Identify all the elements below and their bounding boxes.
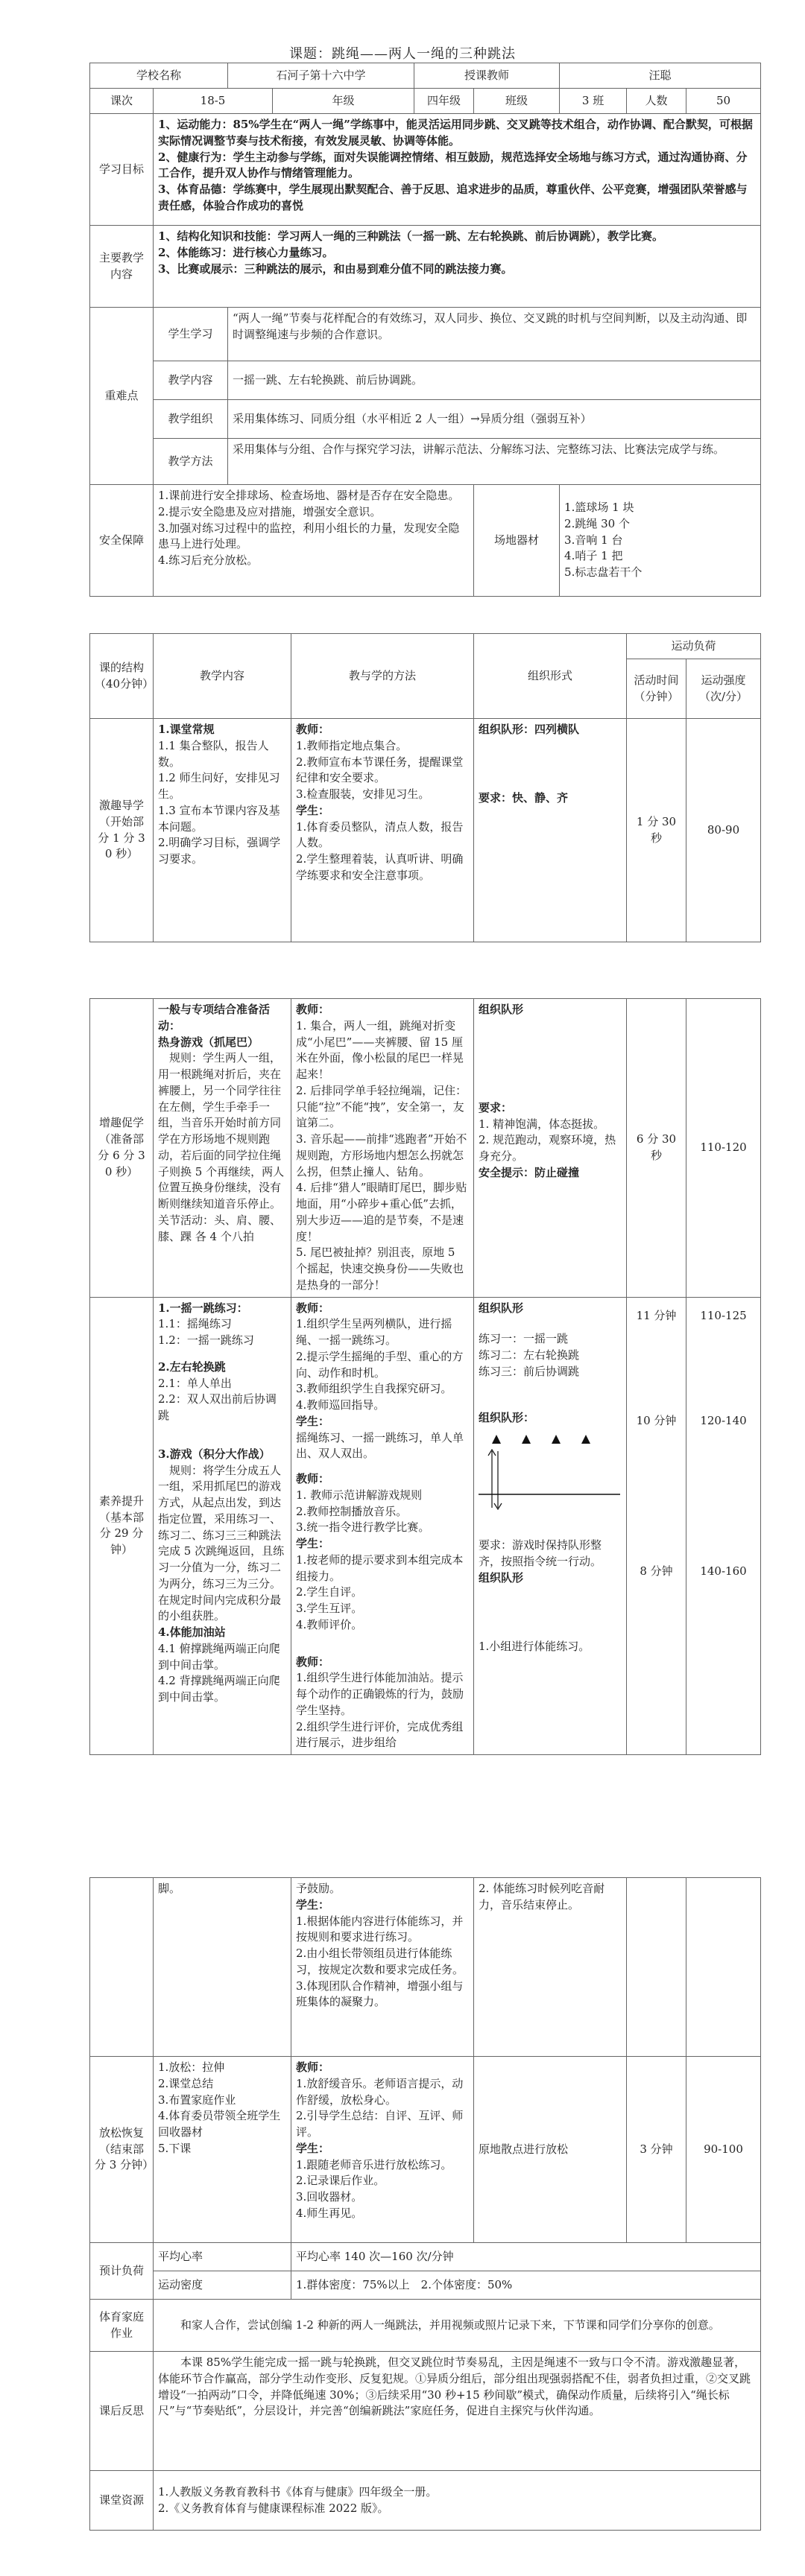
venue-item: 1.篮球场 1 块 xyxy=(564,501,634,515)
line: 4. 后排“猎人”眼睛盯尾巴，脚步贴地面，用“小碎步+重心低”去抓，别大步迈——追的是节奏，不是速度！ xyxy=(296,1181,467,1243)
header-time: 活动时间（分钟） xyxy=(627,659,686,719)
line: 教师： xyxy=(296,2061,330,2074)
line: 规则：将学生分成五人一组，采用抓尾巴的游戏方式，从起点出发，到达指定位置，采用练习一、练习二、练习三三种跳法完成 5 次跳绳返回，且练习一分值为一分，练习二为两分，练习三为三分。在规定时间内完成积分最的小组获胜。 xyxy=(158,1463,285,1623)
content-item: 1、结构化知识和技能：学习两人一绳的三种跳法（一摇一跳、左右轮换跳、前后协调跳），教学比赛。 xyxy=(158,229,663,243)
keypoint-key: 学生学习 xyxy=(154,308,228,361)
line: 学生： xyxy=(296,1414,330,1428)
line: 3.体现团队合作精神，增强小组与班集体的凝聚力。 xyxy=(296,1979,464,2009)
header-load: 运动负荷 xyxy=(627,634,761,659)
part3b-content: 脚。 xyxy=(154,1878,291,2057)
keypoint-value: 采用集体练习、同质分组（水平相近 2 人一组）→异质分组（强弱互补） xyxy=(228,400,761,439)
part1-method xyxy=(291,719,474,942)
line: 2.1：单人单出 xyxy=(158,1376,232,1390)
line: 1.组织学生呈两列横队，进行摇绳、一摇一跳练习。 xyxy=(296,1317,452,1347)
goal-item: 3、体育品德：学练赛中，学生展现出默契配合、善于反思、追求进步的品质，尊重伙伴、公平竞赛，增强团队荣誉感与责任感，体验合作成功的喜悦 xyxy=(158,183,748,212)
line: 1.2 师生问好，安排见习生。 xyxy=(158,771,280,801)
part4-method xyxy=(291,2057,474,2243)
part3-method xyxy=(291,1297,474,1755)
reflection-text: 本课 85%学生能完成一摇一跳与轮换跳，但交叉跳位时节奏易乱，主因是绳速不一致与口令不清。游戏激趣显著，体能环节合作赢高，部分学生动作变形、反复犯规。①异质分组后，部分组出现强弱搭配不佳，弱者负担过重，②交叉跳增设“一拍两动”口令，并降低绳速 30%；③后续采用“30 秒+15 秒间歇”模式，确保动作质量，后续将引入“绳长标尺”与“节奏贴纸”，分层设计，并完善“创编新跳法”家庭任务，促进自主探究与伙伴沟通。 xyxy=(154,2352,761,2471)
part4-org: 原地散点进行放松 xyxy=(474,2057,627,2243)
line: 2.提示学生摇绳的手型、重心的方向、动作和时机。 xyxy=(296,1349,464,1380)
line: 1.放松：拉伸 xyxy=(158,2061,225,2074)
line: 3. 音乐起——前排“逃跑者”开始不规则跑，方形场地内想怎么拐就怎么拐，但禁止撞人、钻角。 xyxy=(296,1132,467,1178)
line: 1.2：一摇一跳练习 xyxy=(158,1333,254,1347)
line: 要求： xyxy=(479,1100,513,1114)
content-list xyxy=(154,226,761,308)
line: 2.学生整理着装，认真听讲、明确学练要求和安全注意事项。 xyxy=(296,852,464,882)
part3b-org: 2. 体能练习时候列吃音耐力，音乐结束停止。 xyxy=(474,1878,627,2057)
line: 1.根据体能内容进行体能练习，并按规则和要求进行练习。 xyxy=(296,1914,464,1944)
line: 组织队形 xyxy=(479,1570,524,1584)
lesson-table-part-3 xyxy=(89,1877,761,2531)
part4-intensity: 90-100 xyxy=(686,2057,761,2243)
hr-label: 平均心率 xyxy=(154,2243,291,2271)
lesson-table-part-1 xyxy=(89,63,761,597)
marker-cone-icon xyxy=(581,1435,590,1444)
line: 4.师生再见。 xyxy=(296,2206,363,2220)
line: 2. 后排同学单手轻拉绳端，记住：只能“拉”不能“拽”，安全第一，友谊第二。 xyxy=(296,1083,467,1130)
line: 2.课堂总结 xyxy=(158,2076,214,2090)
relay-diagram xyxy=(479,1426,622,1515)
keypoint-key: 教学组织 xyxy=(154,400,228,439)
part3-intensity xyxy=(686,1297,761,1755)
line: 2.教师控制播放音乐。 xyxy=(296,1504,408,1518)
formation-space xyxy=(479,1018,622,1100)
lesson-number: 18-5 xyxy=(154,89,273,114)
keypoints-label: 重难点 xyxy=(90,308,154,485)
line: 2.由小组长带领组员进行体能练习，按规定次数和要求完成任务。 xyxy=(296,1947,464,1976)
density-value: 1.群体密度：75%以上 2.个体密度：50% xyxy=(291,2271,761,2300)
marker-cone-icon xyxy=(492,1435,501,1444)
teacher-name: 汪聪 xyxy=(560,63,761,89)
homework-text: 和家人合作，尝试创编 1-2 种新的两人一绳跳法，并用视频或照片记录下来，下节课和同学们分享你的创意。 xyxy=(154,2300,761,2352)
venue-item: 5.标志盘若干个 xyxy=(564,565,643,580)
line: 3.统一指令进行教学比赛。 xyxy=(296,1520,430,1535)
safety-item: 2.提示安全隐患及应对措施，增强安全意识。 xyxy=(158,504,382,518)
line: 2.教师宣布本节课任务，提醒课堂纪律和安全要求。 xyxy=(296,755,464,785)
line: 1. 教师示范讲解游戏规则 xyxy=(296,1488,423,1502)
intensity-value: 120-140 xyxy=(700,1414,747,1428)
line: 3.检查服装，安排见习生。 xyxy=(296,787,430,801)
keypoint-key: 教学方法 xyxy=(154,439,228,485)
marker-cone-icon xyxy=(522,1435,531,1444)
resources-list xyxy=(154,2471,761,2531)
reflection-label: 课后反思 xyxy=(90,2352,154,2471)
keypoint-value: 一摇一跳、左右轮换跳、前后协调跳。 xyxy=(228,361,761,400)
part1-content xyxy=(154,719,291,942)
line: 1.放舒缓音乐。老师语言提示，动作舒缓，放松身心。 xyxy=(296,2076,464,2107)
line: 2. 规范跑动，观察环境，热身充分。 xyxy=(479,1133,616,1163)
line: 练习一：一摇一跳 xyxy=(479,1332,569,1346)
time-value: 8 分钟 xyxy=(640,1564,673,1578)
part2-label: 增趣促学（准备部分 6 分 30 秒） xyxy=(90,999,154,1298)
formation-space xyxy=(479,738,622,790)
content-item: 2、体能练习：进行核心力量练习。 xyxy=(158,245,334,259)
line: 关节活动：头、肩、腰、膝、踝 各 4 个八拍 xyxy=(158,1213,282,1243)
line: 4.2 背撑跳绳两端正向爬到中间击掌。 xyxy=(158,1674,280,1704)
line: 2.引导学生总结：自评、互评、师评。 xyxy=(296,2109,464,2139)
line: 教师： xyxy=(296,1301,330,1315)
part2-intensity: 110-120 xyxy=(686,999,761,1298)
line: 2.记录课后作业。 xyxy=(296,2174,385,2188)
line: 5. 尾巴被扯掉？别沮丧，原地 5 个摇起，快速交换身份——失败也是热身的一部分！ xyxy=(296,1246,464,1292)
line: 要求：游戏时保持队形整齐，按照指令统一行动。 xyxy=(479,1538,602,1568)
count-label: 人数 xyxy=(627,89,686,114)
formation-space xyxy=(479,1316,622,1331)
venue-label: 场地器材 xyxy=(474,485,560,597)
resource-item: 1.人教版义务教育教科书《体育与健康》四年级全一册。 xyxy=(158,2484,438,2499)
part4-time: 3 分钟 xyxy=(627,2057,686,2243)
content-item: 3、比赛或展示：三种跳法的展示，和由易到难分值不同的跳法接力赛。 xyxy=(158,261,513,276)
line: 1.一摇一跳练习： xyxy=(158,1301,248,1315)
count-value: 50 xyxy=(686,89,761,114)
part1-label: 激趣导学（开始部分 1 分 30 秒） xyxy=(90,719,154,942)
line: 1.课堂常规 xyxy=(158,723,215,736)
part3-label: 素养提升（基本部分 29 分钟） xyxy=(90,1297,154,1755)
keypoint-key: 教学内容 xyxy=(154,361,228,400)
line: 4.教师巡回指导。 xyxy=(296,1398,385,1412)
line: 2.学生自评。 xyxy=(296,1585,363,1599)
lesson-table-structure xyxy=(89,633,761,942)
line: 组织队形 xyxy=(479,1301,524,1315)
grade-value: 四年级 xyxy=(414,89,474,114)
part2-org xyxy=(474,999,627,1298)
structure-label: 课的结构（40分钟） xyxy=(90,634,154,719)
venue-item: 2.跳绳 30 个 xyxy=(564,516,630,530)
time-value: 10 分钟 xyxy=(636,1414,677,1428)
line: 3.回收器材。 xyxy=(296,2190,363,2204)
resource-item: 2.《义务教育体育与健康课程标准 2022 版》。 xyxy=(158,2501,389,2515)
venue-list xyxy=(560,485,761,597)
line: 1.跟随老师音乐进行放松练习。 xyxy=(296,2157,452,2171)
goal-item: 1、运动能力：85%学生在“两人一绳”学练事中，能灵活运用同步跳、交叉跳等技术组合，动作协调、配合默契，可根据实际情况调整节奏与技术衔接，有效发展灵敏、协调等体能。 xyxy=(158,118,753,147)
part1-time: 1 分 30 秒 xyxy=(627,719,686,942)
line: 予鼓励。 xyxy=(296,1882,341,1895)
class-label: 班级 xyxy=(474,89,560,114)
part3b-intensity xyxy=(686,1878,761,2057)
school-label: 学校名称 xyxy=(90,63,228,89)
hr-value: 平均心率 140 次—160 次/分钟 xyxy=(291,2243,761,2271)
part3-content xyxy=(154,1297,291,1755)
safety-item: 4.练习后充分放松。 xyxy=(158,553,259,567)
line: 1.1：摇绳练习 xyxy=(158,1317,232,1331)
safety-label: 安全保障 xyxy=(90,485,154,597)
time-value: 11 分钟 xyxy=(636,1308,677,1322)
venue-item: 4.哨子 1 把 xyxy=(564,549,623,563)
line: 组织队形： xyxy=(479,1410,535,1424)
teacher-label: 授课教师 xyxy=(414,63,560,89)
header-intensity: 运动强度（次/分） xyxy=(686,659,761,719)
line: 4.教师评价。 xyxy=(296,1617,363,1631)
intensity-value: 140-160 xyxy=(700,1564,747,1578)
part3b-method xyxy=(291,1878,474,2057)
line: 组织队形：四列横队 xyxy=(479,723,580,736)
goals-label: 学习目标 xyxy=(90,114,154,226)
line: 要求：快、静、齐 xyxy=(479,790,569,805)
safety-list xyxy=(154,485,474,597)
part4-content xyxy=(154,2057,291,2243)
line: 教师： xyxy=(296,1003,330,1016)
line: 5.下课 xyxy=(158,2141,192,2155)
safety-item: 3.加强对练习过程中的监控，利用小组长的力量，发现安全隐患马上进行处理。 xyxy=(158,521,460,551)
formation-space xyxy=(479,1587,622,1639)
lesson-table-part-2 xyxy=(89,998,761,1755)
line: 2.组织学生进行评价，完成优秀组进行展示，进步组给 xyxy=(296,1719,464,1750)
line: 练习二：左右轮换跳 xyxy=(479,1348,580,1362)
line: 学生： xyxy=(296,1537,330,1550)
resources-label: 课堂资源 xyxy=(90,2471,154,2531)
line: 摇绳练习、一摇一跳练习，单人单出、双人双出。 xyxy=(296,1430,464,1461)
line: 4.体能加油站 xyxy=(158,1625,226,1639)
goal-item: 2、健康行为：学生主动参与学练，面对失误能调控情绪、相互鼓励，规范选择安全场地与练习方式，通过沟通协商、分工合作，提升双人协作与情绪管理能力。 xyxy=(158,150,748,180)
line: 1. 精神饱满，体态挺拔。 xyxy=(479,1117,605,1131)
line: 4.1 俯撑跳绳两端正向爬到中间击掌。 xyxy=(158,1641,280,1672)
part2-content xyxy=(154,999,291,1298)
goals-list xyxy=(154,114,761,226)
marker-cone-icon xyxy=(552,1435,561,1444)
venue-item: 3.音响 1 台 xyxy=(564,533,623,547)
school-name: 石河子第十六中学 xyxy=(228,63,414,89)
part3b-label xyxy=(90,1878,154,2057)
line: 教师： xyxy=(296,1655,330,1669)
line: 规则：学生两人一组，用一根跳绳对折后，夹在裤腰上，另一个同学往往在左侧，学生手牵手一组，当音乐开始时前方同学在方形场地不规则跑动，若后面的同学拉住绳子则换 5 个再继续，两人位置互换身份继续，没有断则继续知道音乐停止。 xyxy=(158,1051,285,1211)
class-value: 3 班 xyxy=(560,89,627,114)
part1-org xyxy=(474,719,627,942)
line: 练习三：前后协调跳 xyxy=(479,1364,580,1378)
line: 学生： xyxy=(296,2141,330,2155)
line: 1.组织学生进行体能加油站。提示每个动作的正确锻炼的行为，鼓励学生坚持。 xyxy=(296,1671,464,1717)
lesson-label: 课次 xyxy=(90,89,154,114)
density-label: 运动密度 xyxy=(154,2271,291,2300)
line: 学生： xyxy=(296,1897,330,1912)
intensity-value: 110-125 xyxy=(700,1308,747,1322)
line: 2.明确学习目标，强调学习要求。 xyxy=(158,836,281,866)
header-method: 教与学的方法 xyxy=(291,634,474,719)
line: 2.左右轮换跳 xyxy=(158,1360,226,1374)
part4-label: 放松恢复（结束部分 3 分钟） xyxy=(90,2057,154,2243)
line: 4.体育委员带领全班学生回收器材 xyxy=(158,2109,281,2139)
line: 3.布置家庭作业 xyxy=(158,2093,236,2107)
line: 3.游戏（积分大作战） xyxy=(158,1447,271,1461)
part3-org xyxy=(474,1297,627,1755)
line: 1.教师指定地点集合。 xyxy=(296,738,408,752)
part3b-time xyxy=(627,1878,686,2057)
header-content: 教学内容 xyxy=(154,634,291,719)
safety-item: 1.课前进行安全排球场、检查场地、器材是否存在安全隐患。 xyxy=(158,489,460,502)
line: 2.2：双人双出前后协调跳 xyxy=(158,1392,277,1422)
line: 教师： xyxy=(296,1472,330,1485)
grade-label: 年级 xyxy=(273,89,414,114)
line: 1.1 集合整队，报告人数。 xyxy=(158,738,269,769)
line: 1.体育委员整队，清点人数，报告人数。 xyxy=(296,819,464,850)
line: 3.学生互评。 xyxy=(296,1602,363,1615)
line: 1.小组进行体能练习。 xyxy=(479,1639,590,1653)
line: 一般与专项结合准备活动： xyxy=(158,1003,271,1032)
page-title: 课题：跳绳——两人一绳的三种跳法 xyxy=(289,46,516,62)
line: 1. 集合，两人一组，跳绳对折变成“小尾巴”——夹裤腰、留 15 厘米在外面，像小松鼠的尾巴一样晃起来！ xyxy=(296,1018,464,1081)
line: 1.按老师的提示要求到本组完成本组接力。 xyxy=(296,1552,464,1583)
line: 热身游戏（抓尾巴） xyxy=(158,1035,259,1049)
load-label: 预计负荷 xyxy=(90,2243,154,2300)
line: 3.教师组织学生自我探究研习。 xyxy=(296,1382,452,1396)
part2-method xyxy=(291,999,474,1298)
keypoint-value: 采用集体与分组、合作与探究学习法，讲解示范法、分解练习法、完整练习法、比赛法完成学与练。 xyxy=(228,439,761,485)
part2-time: 6 分 30 秒 xyxy=(627,999,686,1298)
content-label: 主要教学内容 xyxy=(90,226,154,308)
part3-time xyxy=(627,1297,686,1755)
keypoint-value: “两人一绳”节奏与花样配合的有效练习，双人同步、换位、交叉跳的时机与空间判断，以及主动沟通、即时调整绳速与步频的合作意识。 xyxy=(228,308,761,361)
homework-label: 体育家庭作业 xyxy=(90,2300,154,2352)
part1-intensity: 80-90 xyxy=(686,719,761,942)
line: 安全提示：防止碰撞 xyxy=(479,1165,580,1179)
line: 组织队形 xyxy=(479,1003,524,1016)
line: 教师： xyxy=(296,723,330,736)
line: 1.3 宣布本节课内容及基本问题。 xyxy=(158,803,280,834)
header-org: 组织形式 xyxy=(474,634,627,719)
line: 学生： xyxy=(296,803,330,817)
relay-diagram-svg xyxy=(479,1426,620,1515)
